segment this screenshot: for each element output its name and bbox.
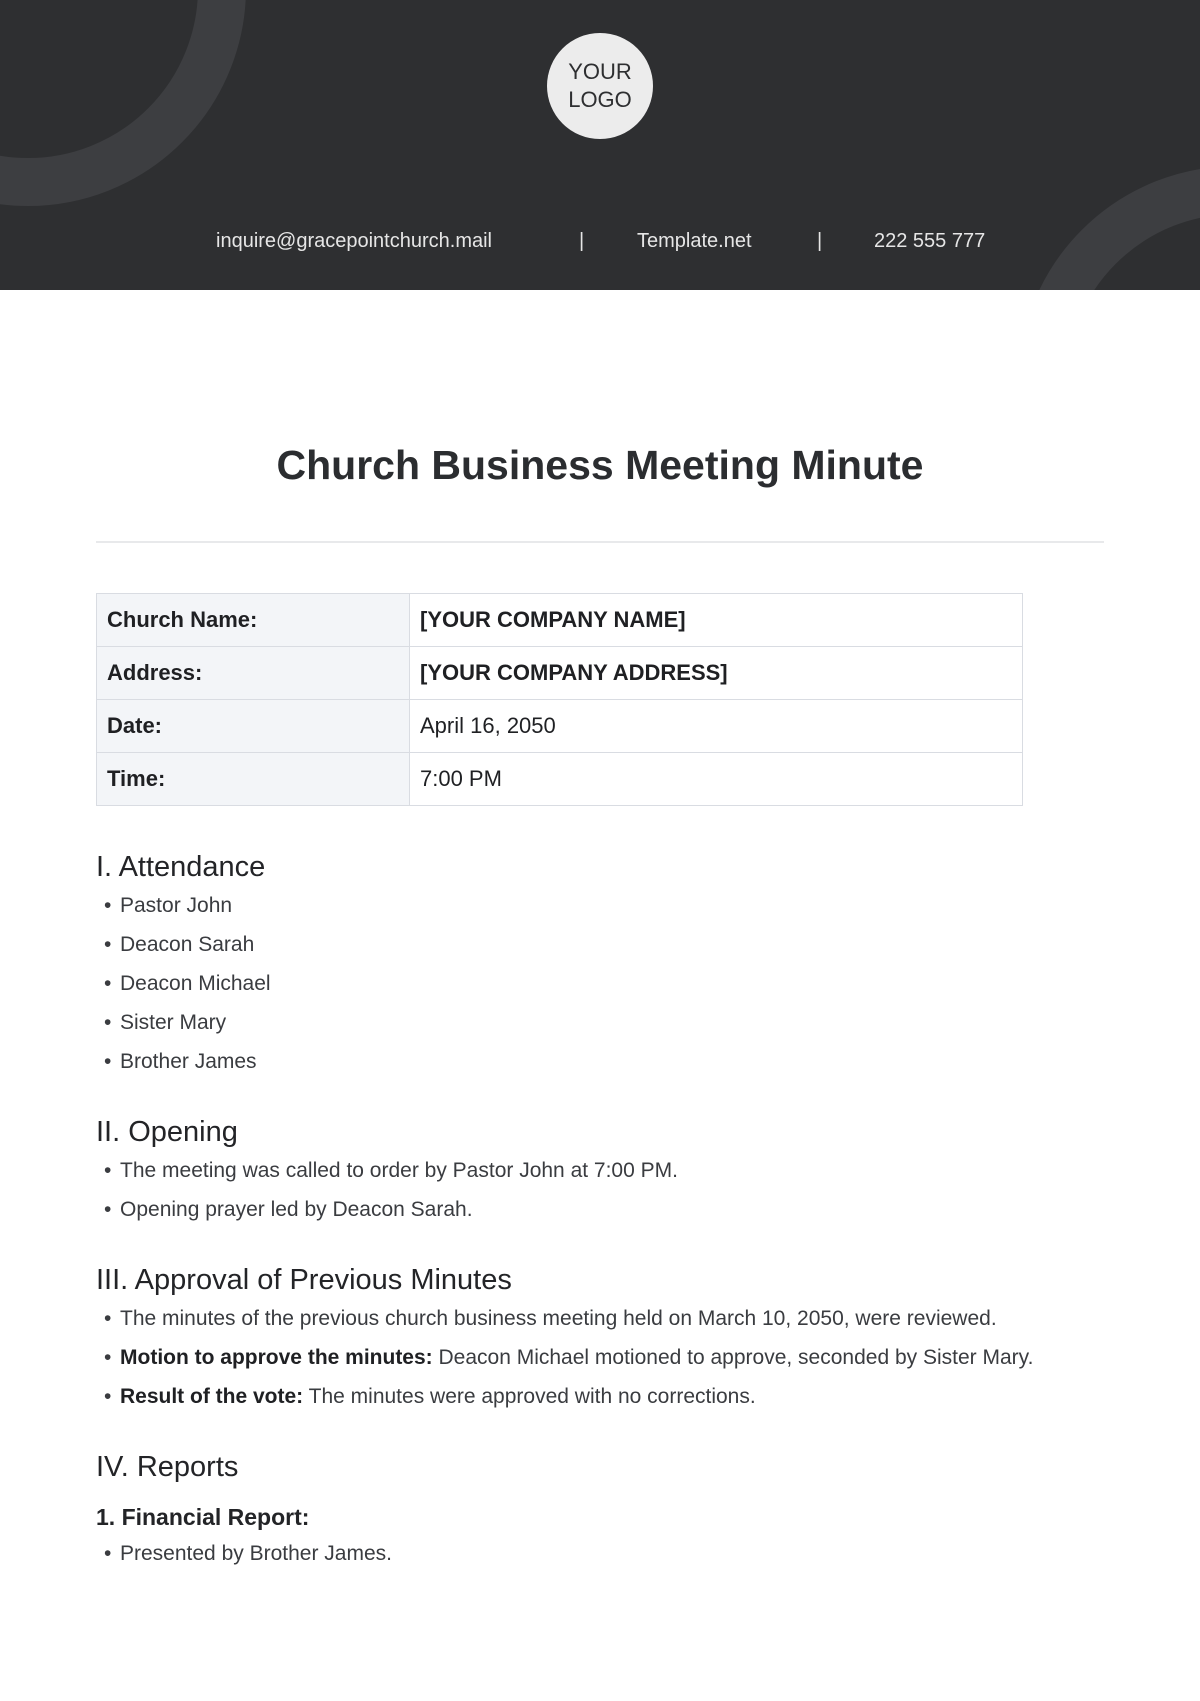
contact-phone: 222 555 777 xyxy=(874,230,986,252)
table-value: [YOUR COMPANY NAME] xyxy=(410,594,1023,647)
decorative-arc-bottom-right xyxy=(1018,166,1200,290)
list-item: • Opening prayer led by Deacon Sarah. xyxy=(96,1190,1106,1229)
decorative-arc-top-left xyxy=(0,0,246,206)
section-heading: IV. Reports xyxy=(96,1451,239,1483)
list-item: • Sister Mary xyxy=(96,1003,1106,1042)
section-heading: I. Attendance xyxy=(96,851,266,883)
list-item: • Deacon Michael xyxy=(96,964,1106,1003)
result-text: The minutes were approved with no corrections. xyxy=(303,1385,756,1408)
header-banner xyxy=(0,0,1200,290)
section-heading: II. Opening xyxy=(96,1116,238,1148)
table-row xyxy=(97,647,1023,700)
table-row xyxy=(97,753,1023,806)
contact-website[interactable]: Template.net xyxy=(637,230,752,252)
list-item xyxy=(96,1338,1106,1377)
section-heading: III. Approval of Previous Minutes xyxy=(96,1264,512,1296)
table-label: Time: xyxy=(97,753,410,806)
approval-list xyxy=(96,1299,1106,1416)
list-item: • Presented by Brother James. xyxy=(96,1534,1106,1573)
meeting-info-table xyxy=(96,593,1023,806)
table-label: Date: xyxy=(97,700,410,753)
table-row xyxy=(97,594,1023,647)
page-title: Church Business Meeting Minute xyxy=(276,442,924,488)
logo-placeholder: YOUR LOGO xyxy=(547,33,653,139)
minutes-content xyxy=(96,848,1106,1605)
motion-label: Motion to approve the minutes: xyxy=(120,1346,433,1369)
attendance-list xyxy=(96,886,1106,1081)
list-item: • Deacon Sarah xyxy=(96,925,1106,964)
table-value: [YOUR COMPANY ADDRESS] xyxy=(410,647,1023,700)
table-value: 7:00 PM xyxy=(410,753,1023,806)
table-label: Church Name: xyxy=(97,594,410,647)
list-item: • The meeting was called to order by Pastor John at 7:00 PM. xyxy=(96,1151,1106,1190)
list-item: • Pastor John xyxy=(96,886,1106,925)
motion-text: Deacon Michael motioned to approve, seconded by Sister Mary. xyxy=(432,1346,1034,1369)
list-item xyxy=(96,1377,1106,1416)
section-approval xyxy=(96,1261,1106,1416)
section-reports xyxy=(96,1448,1106,1573)
table-value: April 16, 2050 xyxy=(410,700,1023,753)
list-item: • The minutes of the previous church business meeting held on March 10, 2050, were reviewed. xyxy=(96,1299,1106,1338)
result-label: Result of the vote: xyxy=(120,1385,304,1408)
table-row xyxy=(97,700,1023,753)
contact-separator: | xyxy=(579,230,585,252)
opening-list xyxy=(96,1151,1106,1229)
divider xyxy=(96,541,1104,543)
list-item: • Brother James xyxy=(96,1042,1106,1081)
section-opening xyxy=(96,1113,1106,1229)
contact-separator: | xyxy=(817,230,823,252)
table-label: Address: xyxy=(97,647,410,700)
financial-report-list xyxy=(96,1534,1106,1573)
section-attendance xyxy=(96,848,1106,1081)
contact-email[interactable]: inquire@gracepointchurch.mail xyxy=(216,230,492,252)
subsection-heading: 1. Financial Report: xyxy=(96,1504,310,1530)
